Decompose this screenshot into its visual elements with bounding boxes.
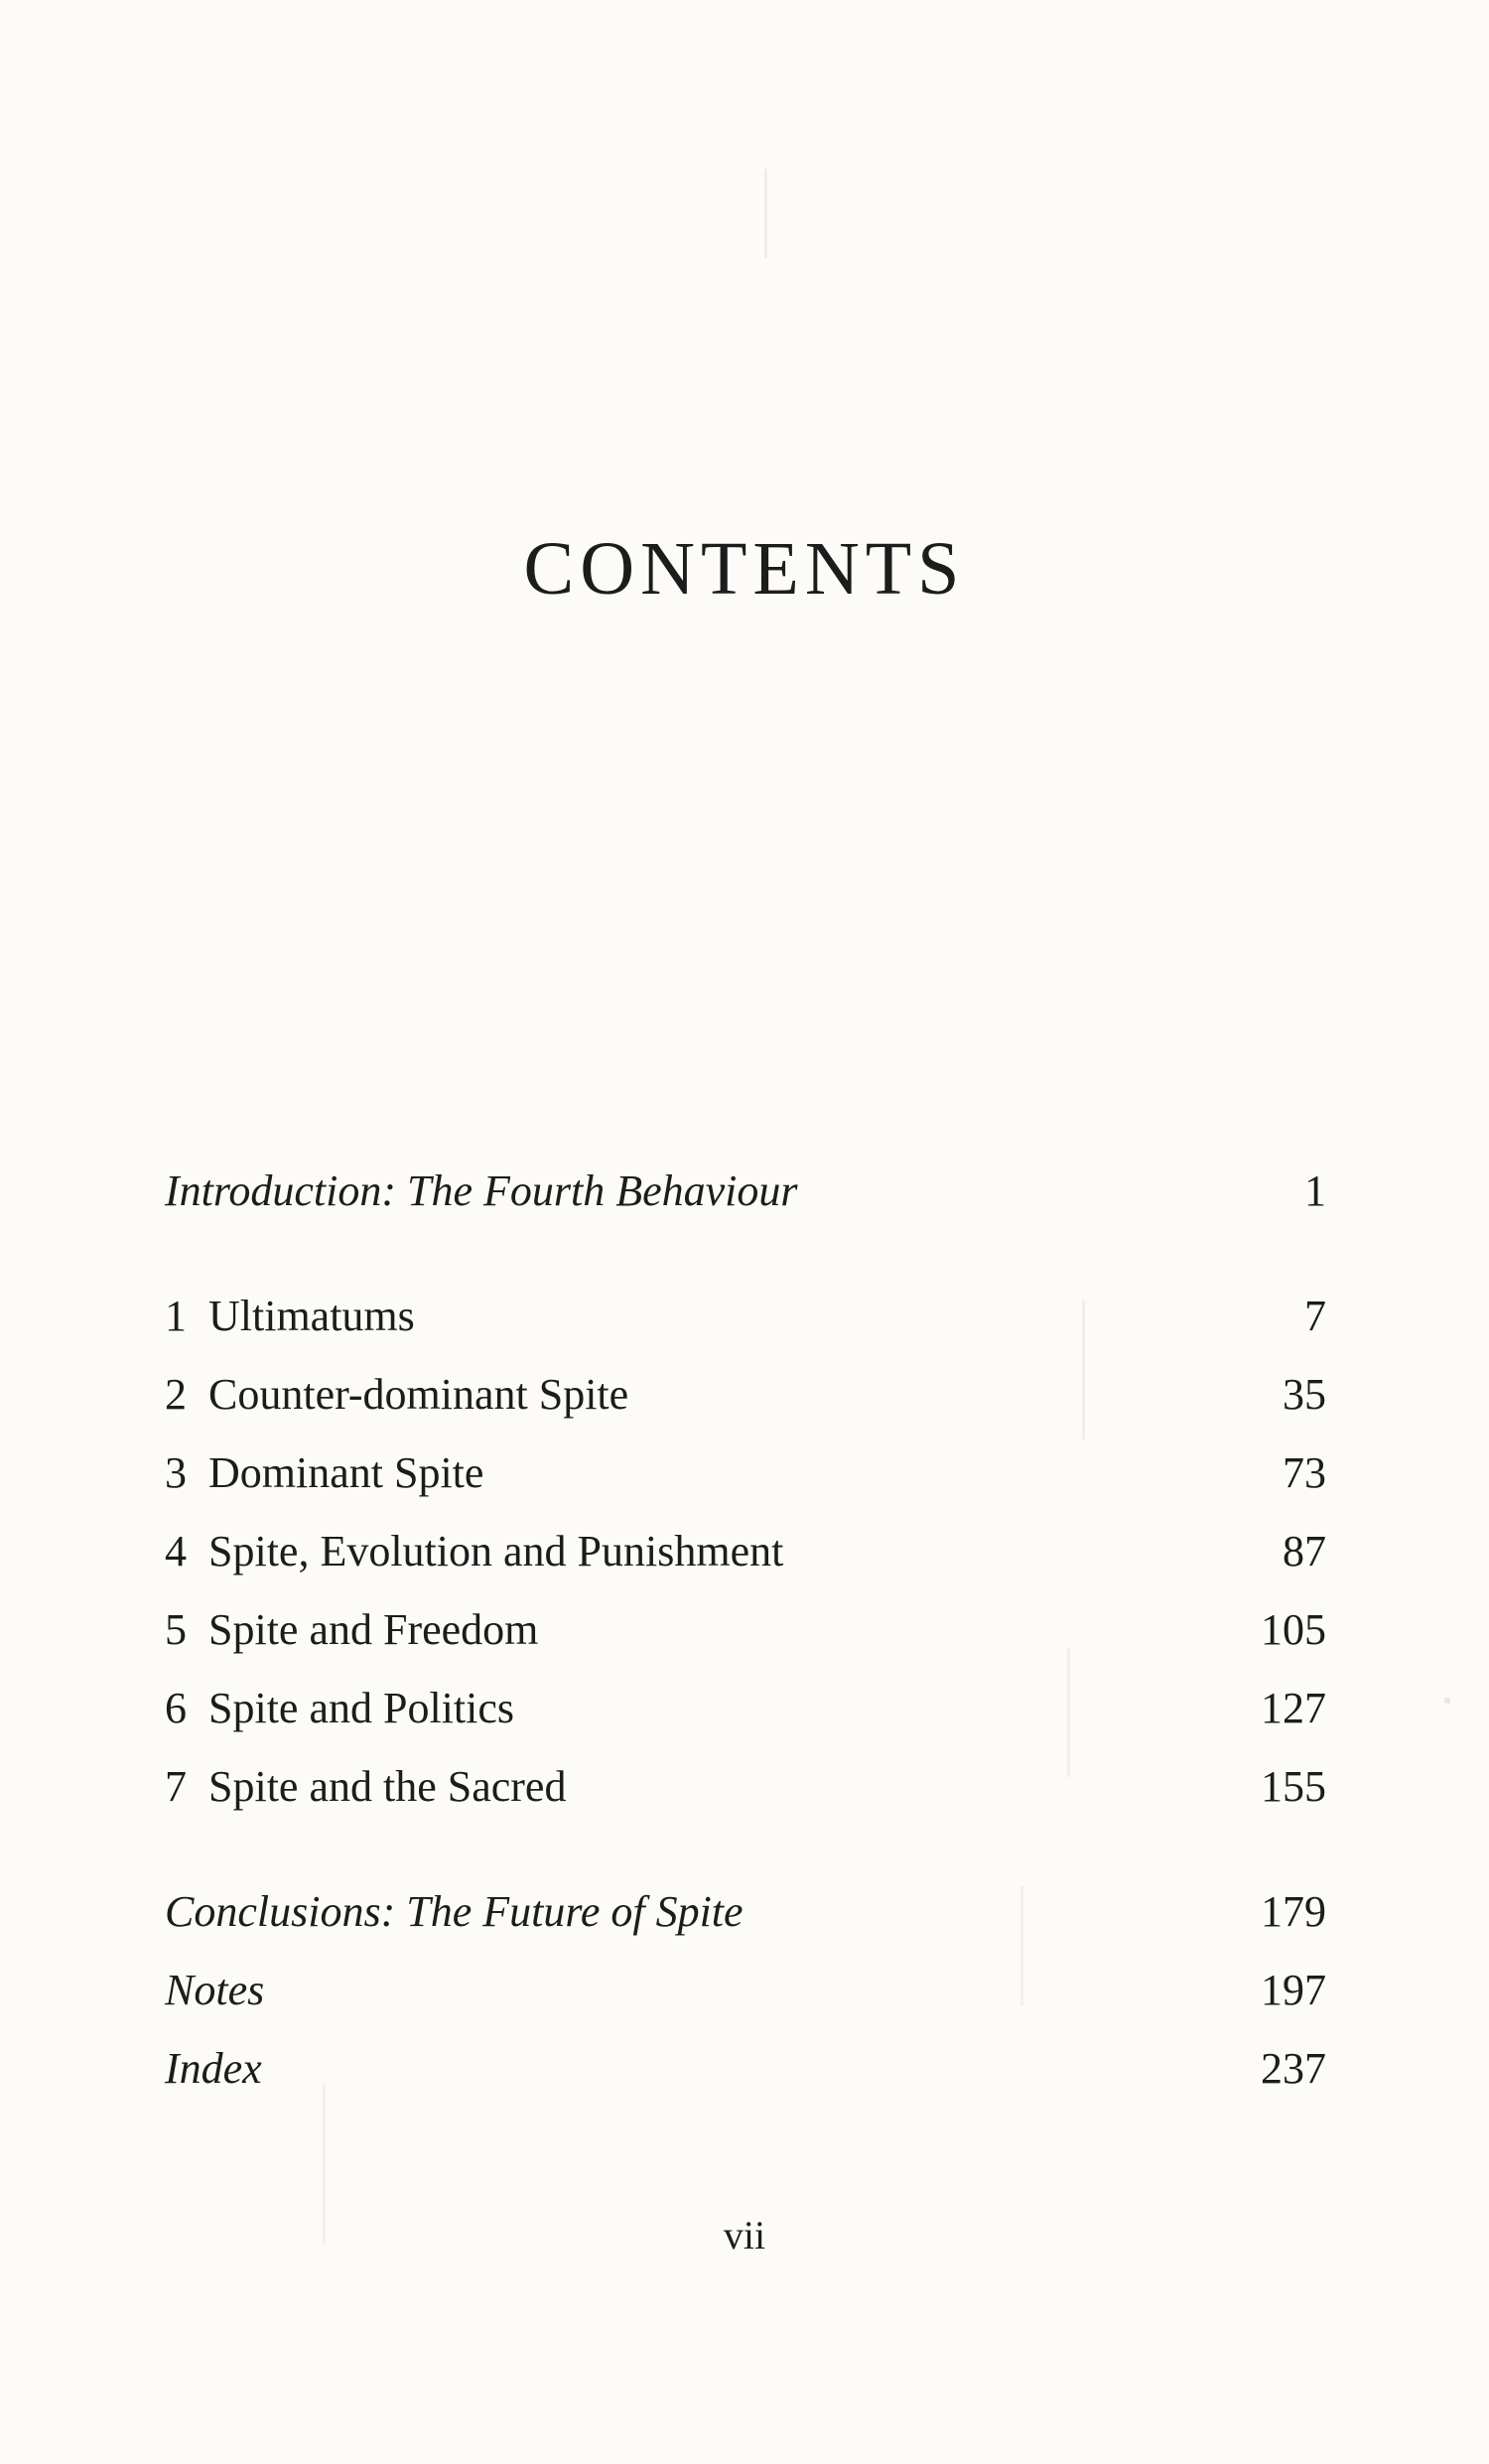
toc-entry-page: 197 [1261,1966,1326,2014]
scan-mark [1082,1300,1085,1439]
toc-entry-index [165,2029,1326,2108]
chapter-number: 6 [165,1684,187,1732]
chapter-number: 3 [165,1448,187,1497]
chapter-number: 2 [165,1370,187,1419]
toc-entry-notes [165,1951,1326,2029]
toc-entry-page: 127 [1261,1684,1326,1732]
scan-mark [764,169,767,258]
toc-entry-label: Notes [165,1966,265,2014]
chapter-number: 7 [165,1762,187,1811]
page-title: CONTENTS [523,527,966,611]
toc-entry-label: Index [165,2044,262,2093]
chapter-number: 4 [165,1527,187,1575]
scan-mark [1444,1698,1450,1704]
toc-entry-conclusions [165,1872,1326,1951]
scan-mark [1067,1648,1070,1777]
toc-entry-chapter-4 [165,1512,1326,1590]
toc-entry-page: 73 [1283,1448,1326,1497]
toc-entry-page: 237 [1261,2044,1326,2093]
toc-entry-label: Introduction: The Fourth Behaviour [165,1166,798,1215]
toc-entry-label: Spite and Freedom [208,1605,539,1654]
toc-entry-page: 87 [1283,1527,1326,1575]
toc-entry-label: Spite and Politics [208,1684,514,1732]
toc-entry-label: Spite, Evolution and Punishment [208,1527,784,1575]
toc-entry-label: Dominant Spite [208,1448,484,1497]
toc-entry-chapter-7 [165,1747,1326,1826]
toc-entry-introduction [165,1152,1326,1230]
toc-entry-chapter-5 [165,1590,1326,1669]
toc-entry-page: 105 [1261,1605,1326,1654]
toc-entry-label: Ultimatums [208,1292,415,1340]
toc-entry-page: 7 [1304,1292,1326,1340]
table-of-contents [165,1152,1326,2108]
toc-entry-page: 155 [1261,1762,1326,1811]
toc-entry-chapter-2 [165,1355,1326,1434]
toc-entry-label: Counter-dominant Spite [208,1370,629,1419]
toc-entry-chapter-3 [165,1434,1326,1512]
chapter-number: 1 [165,1292,187,1340]
toc-entry-label: Spite and the Sacred [208,1762,567,1811]
page-number-folio: vii [723,2213,766,2258]
scan-mark [323,2085,326,2244]
toc-entry-chapter-6 [165,1669,1326,1747]
toc-entry-page: 179 [1261,1887,1326,1936]
chapter-number: 5 [165,1605,187,1654]
scan-mark [1020,1886,1023,2005]
toc-entry-page: 35 [1283,1370,1326,1419]
toc-entry-label: Conclusions: The Future of Spite [165,1887,744,1936]
toc-entry-page: 1 [1304,1166,1326,1215]
toc-entry-chapter-1 [165,1277,1326,1355]
